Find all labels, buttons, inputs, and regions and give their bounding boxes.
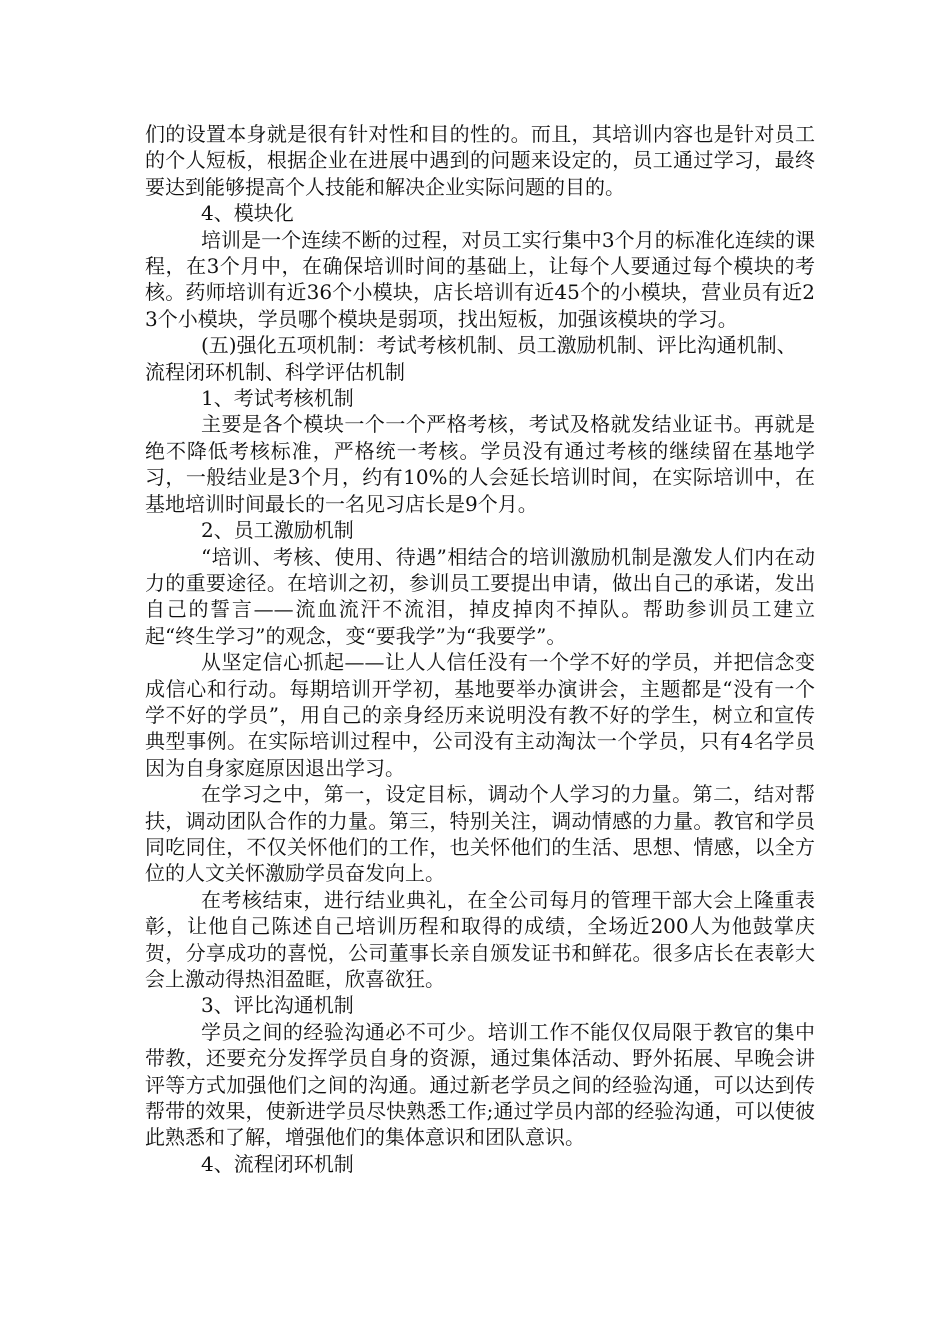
section-heading-exam-mechanism: 1、考试考核机制	[201, 386, 354, 411]
paragraph: 主要是各个模块一个一个严格考核，考试及格就发结业证书。再就是绝不降低考核标准，严格统一考核。学员没有通过考核的继续留在基地学习，一般结业是3个月，约有10%的人会延长培训时间，在实际培训中，在基地培训时间最长的一名见习店长是9个月。	[145, 412, 815, 516]
section-heading-five-mechanisms: (五)强化五项机制：考试考核机制、员工激励机制、评比沟通机制、流程闭环机制、科学评估机制	[145, 333, 797, 384]
paragraph: 在学习之中，第一，设定目标，调动个人学习的力量。第二，结对帮扶，调动团队合作的力量。第三，特别关注，调动情感的力量。教官和学员同吃同住，不仅关怀他们的工作，也关怀他们的生活、思想、情感，以全方位的人文关怀激励学员奋发向上。	[145, 782, 815, 886]
paragraph: 学员之间的经验沟通必不可少。培训工作不能仅仅局限于教官的集中带教，还要充分发挥学员自身的资源，通过集体活动、野外拓展、早晚会讲评等方式加强他们之间的沟通。通过新老学员之间的经验沟通，可以达到传帮带的效果，使新进学员尽快熟悉工作;通过学员内部的经验沟通，可以使彼此熟悉和了解，增强他们的集体意识和团队意识。	[145, 1019, 815, 1150]
paragraph: 从坚定信心抓起——让人人信任没有一个学不好的学员，并把信念变成信心和行动。每期培训开学初，基地要举办演讲会，主题都是“没有一个学不好的学员”，用自己的亲身经历来说明没有教不好的学生，树立和宣传典型事例。在实际培训过程中，公司没有主动淘汰一个学员，只有4名学员因为自身家庭原因退出学习。	[145, 650, 815, 780]
paragraph: 培训是一个连续不断的过程，对员工实行集中3个月的标准化连续的课程，在3个月中，在确保培训时间的基础上，让每个人要通过每个模块的考核。药师培训有近36个小模块，店长培训有近45个的小模块，营业员有近23个小模块，学员哪个模块是弱项，找出短板，加强该模块的学习。	[145, 227, 815, 331]
section-heading-modularization: 4、模块化	[201, 201, 294, 226]
section-heading-communication-mechanism: 3、评比沟通机制	[201, 993, 354, 1018]
paragraph: 在考核结束，进行结业典礼，在全公司每月的管理干部大会上隆重表彰，让他自己陈述自己培训历程和取得的成绩，全场近200人为他鼓掌庆贺，分享成功的喜悦，公司董事长亲自颁发证书和鲜花。很多店长在表彰大会上激动得热泪盈眶，欣喜欲狂。	[145, 887, 815, 991]
section-heading-process-mechanism: 4、流程闭环机制	[201, 1151, 354, 1176]
paragraph-continued: 们的设置本身就是很有针对性和目的性的。而且，其培训内容也是针对员工的个人短板，根据企业在进展中遇到的问题来设定的，员工通过学习，最终要达到能够提高个人技能和解决企业实际问题的目的。	[145, 122, 815, 199]
document-page	[145, 121, 815, 1177]
section-heading-incentive-mechanism: 2、员工激励机制	[201, 518, 354, 543]
paragraph: “培训、考核、使用、待遇”相结合的培训激励机制是激发人们内在动力的重要途径。在培训之初，参训员工要提出申请，做出自己的承诺，发出自己的誓言——流血流汗不流泪，掉皮掉肉不掉队。帮助参训员工建立起“终生学习”的观念，变“要我学”为“我要学”。	[145, 544, 815, 648]
